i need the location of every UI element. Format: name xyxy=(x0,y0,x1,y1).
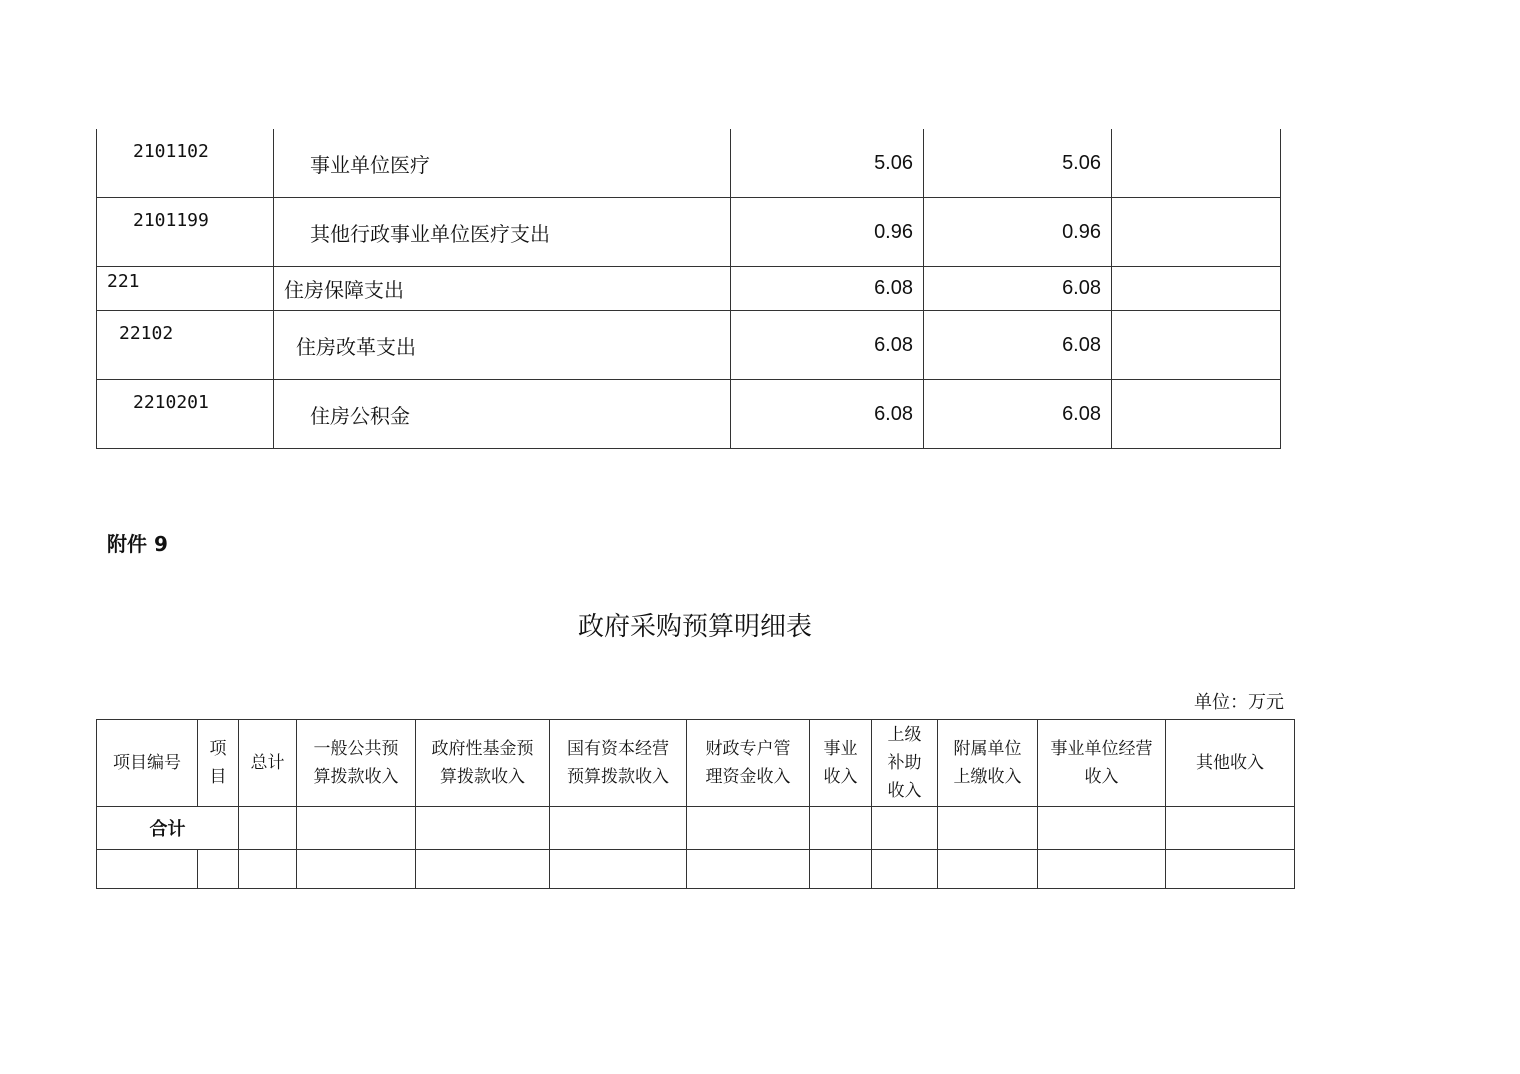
row-value-1: 6.08 xyxy=(731,311,924,380)
attachment-label: 附件 9 xyxy=(107,532,168,556)
header-other-income: 其他收入 xyxy=(1166,720,1295,807)
empty-cell xyxy=(239,807,297,850)
row-value-2: 0.96 xyxy=(924,198,1112,267)
empty-cell xyxy=(687,850,810,889)
table-row xyxy=(97,311,1281,380)
row-name: 住房改革支出 xyxy=(274,311,731,380)
empty-cell xyxy=(687,807,810,850)
empty-cell xyxy=(297,850,416,889)
empty-cell xyxy=(1166,807,1295,850)
empty-cell xyxy=(1038,807,1166,850)
empty-cell xyxy=(938,807,1038,850)
row-value-1: 5.06 xyxy=(731,129,924,198)
page-title: 政府采购预算明细表 xyxy=(577,612,812,642)
header-general-budget: 一般公共预算拨款收入 xyxy=(297,720,416,807)
procurement-table xyxy=(96,719,1295,889)
row-code: 2210201 xyxy=(97,380,274,449)
row-value-1: 6.08 xyxy=(731,267,924,311)
table-row xyxy=(97,267,1281,311)
total-label: 合计 xyxy=(97,807,239,850)
empty-cell xyxy=(297,807,416,850)
header-affiliate-payment: 附属单位上缴收入 xyxy=(938,720,1038,807)
total-row xyxy=(97,807,1295,850)
row-value-2: 5.06 xyxy=(924,129,1112,198)
row-value-3 xyxy=(1112,311,1281,380)
empty-cell xyxy=(810,807,872,850)
header-state-capital: 国有资本经营预算拨款收入 xyxy=(550,720,687,807)
empty-cell xyxy=(1166,850,1295,889)
table-row xyxy=(97,198,1281,267)
row-name: 事业单位医疗 xyxy=(274,129,731,198)
empty-cell xyxy=(550,850,687,889)
row-name: 住房公积金 xyxy=(274,380,731,449)
header-business-income: 事业收入 xyxy=(810,720,872,807)
empty-cell xyxy=(239,850,297,889)
empty-cell xyxy=(416,850,550,889)
header-row xyxy=(97,720,1295,807)
empty-cell xyxy=(416,807,550,850)
row-value-2: 6.08 xyxy=(924,311,1112,380)
empty-cell xyxy=(97,850,198,889)
row-code: 2101102 xyxy=(97,129,274,198)
row-value-3 xyxy=(1112,380,1281,449)
header-project: 项目 xyxy=(198,720,239,807)
header-fiscal-account: 财政专户管理资金收入 xyxy=(687,720,810,807)
header-total: 总计 xyxy=(239,720,297,807)
row-value-2: 6.08 xyxy=(924,380,1112,449)
row-value-1: 0.96 xyxy=(731,198,924,267)
header-project-code: 项目编号 xyxy=(97,720,198,807)
table-row xyxy=(97,129,1281,198)
header-superior-subsidy: 上级补助收入 xyxy=(872,720,938,807)
row-name: 住房保障支出 xyxy=(274,267,731,311)
row-code: 2101199 xyxy=(97,198,274,267)
row-value-1: 6.08 xyxy=(731,380,924,449)
row-code: 221 xyxy=(97,267,274,311)
row-code: 22102 xyxy=(97,311,274,380)
empty-cell xyxy=(198,850,239,889)
table-row xyxy=(97,380,1281,449)
empty-cell xyxy=(550,807,687,850)
header-gov-fund: 政府性基金预算拨款收入 xyxy=(416,720,550,807)
row-value-3 xyxy=(1112,129,1281,198)
empty-cell xyxy=(1038,850,1166,889)
row-name: 其他行政事业单位医疗支出 xyxy=(274,198,731,267)
empty-cell xyxy=(872,807,938,850)
row-value-3 xyxy=(1112,198,1281,267)
row-value-3 xyxy=(1112,267,1281,311)
table-row xyxy=(97,850,1295,889)
empty-cell xyxy=(938,850,1038,889)
header-operating-income: 事业单位经营收入 xyxy=(1038,720,1166,807)
empty-cell xyxy=(810,850,872,889)
row-value-2: 6.08 xyxy=(924,267,1112,311)
empty-cell xyxy=(872,850,938,889)
unit-label: 单位：万元 xyxy=(1194,692,1284,713)
expense-table xyxy=(96,129,1281,449)
